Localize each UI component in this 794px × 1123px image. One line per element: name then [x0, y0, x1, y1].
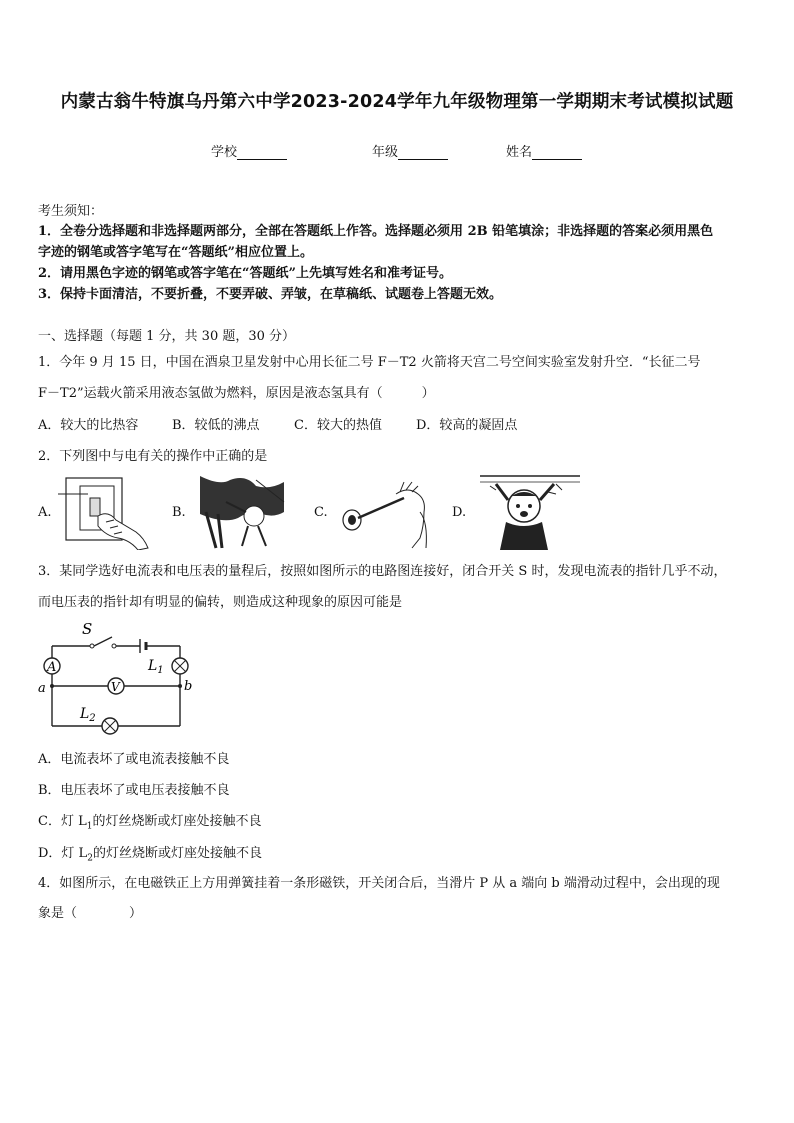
test-pen-illustration — [336, 472, 436, 550]
switch-contact-right — [112, 644, 116, 648]
q1-option-a[interactable]: A．较大的比热容 — [38, 418, 139, 433]
voltmeter-label: V — [111, 680, 120, 694]
section-heading: 一、选择题（每题 1 分，共 30 题，30 分） — [38, 329, 296, 344]
q3-line1: 3．某同学选好电流表和电压表的量程后，按照如图所示的电路图连接好，闭合开关 S 时，发现电流表的指针几乎不动， — [38, 564, 727, 579]
notice-item-1b: 字迹的钢笔或答字笔写在“答题纸”相应位置上。 — [38, 245, 313, 260]
lamp1-label: $L_1$ — [148, 658, 164, 676]
notice-heading: 考生须知： — [38, 204, 104, 219]
q3-option-a[interactable]: A．电流表坏了或电流表接触不良 — [38, 752, 230, 767]
school-label: 学校 — [211, 145, 238, 160]
page-title: 内蒙古翁牛特旗乌丹第六中学2023-2024学年九年级物理第一学期期末考试模拟试题 — [60, 92, 734, 112]
lamp2-label: $L_2$ — [80, 706, 96, 724]
tree-wire-illustration — [196, 472, 288, 550]
q3-option-d[interactable]: D．灯 $L_2$的灯丝烧断或灯座处接触不良 — [38, 846, 262, 864]
notice-item-1: 1．全卷分选择题和非选择题两部分，全部在答题纸上作答。选择题必须用 2B 铅笔填涂；非选择题的答案必须用黑色 — [38, 224, 714, 239]
q4-line1: 4．如图所示，在电磁铁正上方用弹簧挂着一条形磁铁，开关闭合后，当滑片 P 从 a 端向 b 端滑动过程中，会出现的现 — [38, 876, 720, 891]
notice-item-2: 2．请用黑色字迹的钢笔或答字笔在“答题纸”上先填写姓名和准考证号。 — [38, 266, 453, 281]
switch-contact-left — [90, 644, 94, 648]
node-a-label: a — [38, 681, 46, 696]
q4-line2: 象是（ ） — [38, 906, 143, 921]
switch-hand-illustration — [58, 472, 156, 550]
q2-label-a[interactable]: A. — [38, 505, 52, 520]
q2-label-c[interactable]: C. — [314, 505, 328, 520]
q2-label-b[interactable]: B. — [172, 505, 186, 520]
q3-option-b[interactable]: B．电压表坏了或电压表接触不良 — [38, 783, 230, 798]
q3-option-c[interactable]: C．灯 $L_1$的灯丝烧断或灯座处接触不良 — [38, 814, 262, 832]
notice-item-3: 3．保持卡面清洁，不要折叠，不要弄破、弄皱，在草稿纸、试题卷上答题无效。 — [38, 287, 503, 302]
q1-option-d[interactable]: D．较高的凝固点 — [416, 418, 518, 433]
q3-line2: 而电压表的指针却有明显的偏转，则造成这种现象的原因可能是 — [38, 595, 403, 610]
q2-label-d[interactable]: D. — [452, 505, 467, 520]
name-field[interactable] — [506, 141, 582, 160]
switch-blade — [94, 637, 112, 646]
name-label: 姓名 — [506, 145, 533, 160]
switch-label: S — [82, 620, 93, 638]
electric-shock-illustration — [476, 472, 582, 552]
circuit-diagram — [36, 620, 196, 736]
q1-option-c[interactable]: C．较大的热值 — [294, 418, 382, 433]
q1-line2: F－T2”运载火箭采用液态氢做为燃料，原因是液态氢具有（ ） — [38, 386, 435, 401]
school-field[interactable] — [211, 141, 287, 160]
q1-line1: 1．今年 9 月 15 日，中国在酒泉卫星发射中心用长征二号 F－T2 火箭将天宫二号空间实验室发射升空．“长征二号 — [38, 355, 701, 370]
ammeter-label: A — [47, 660, 57, 675]
node-b-label: b — [184, 679, 193, 694]
q1-option-b[interactable]: B．较低的沸点 — [172, 418, 260, 433]
grade-label: 年级 — [372, 145, 399, 160]
q2-stem: 2．下列图中与电有关的操作中正确的是 — [38, 449, 268, 464]
grade-field[interactable] — [372, 141, 448, 160]
